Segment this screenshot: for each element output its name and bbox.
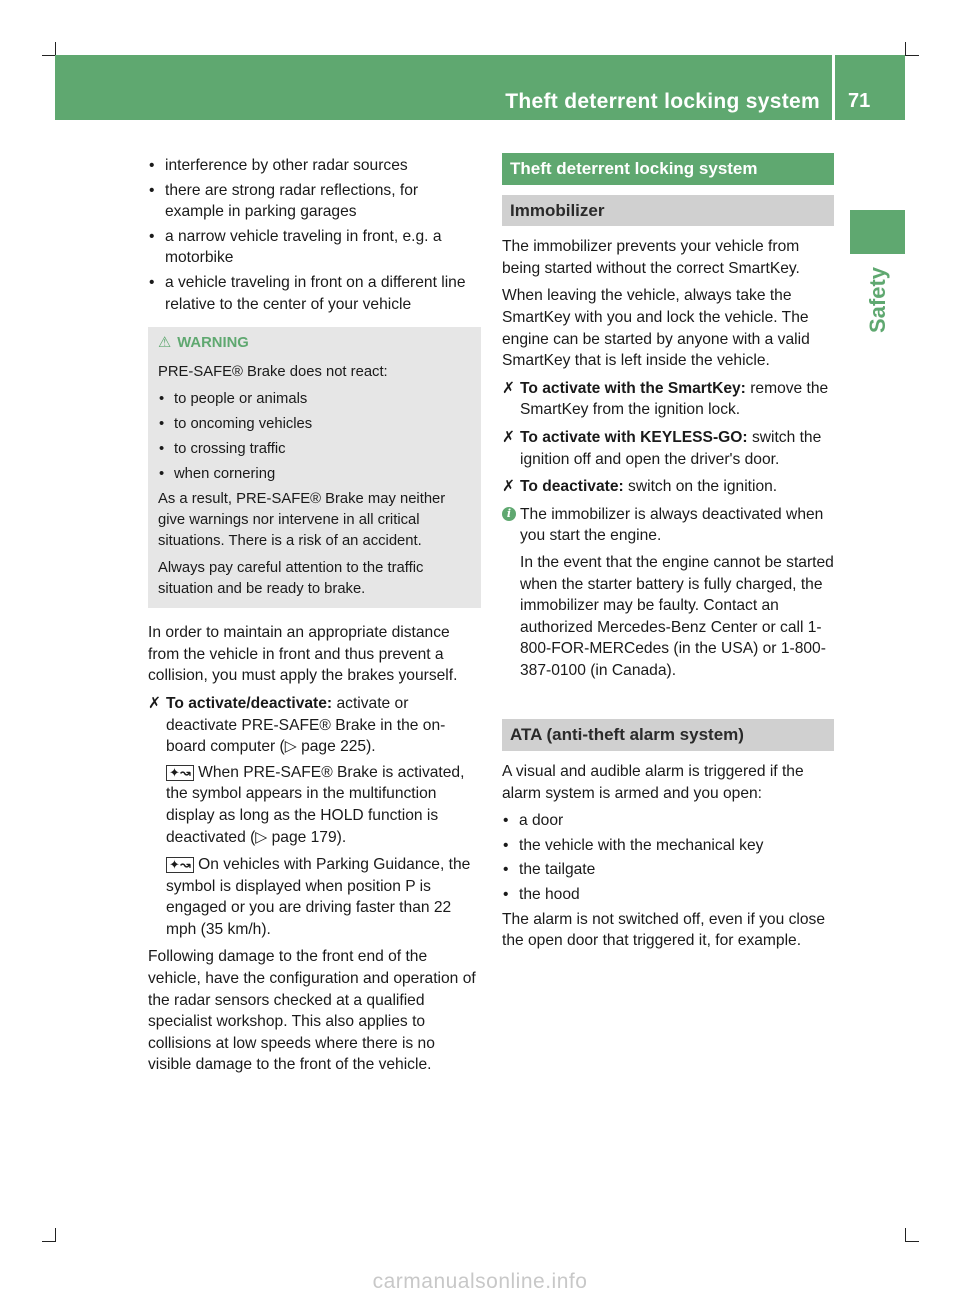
body-paragraph: The immobilizer prevents your vehicle from being started without the correct SmartKey. (502, 238, 800, 277)
body-paragraph: A visual and audible alarm is triggered if the alarm system is armed and you open: (502, 763, 804, 802)
warning-heading-text: WARNING (177, 335, 249, 352)
step-label: To activate with the SmartKey: (520, 379, 746, 397)
chapter-tab-label: Safety (864, 266, 890, 334)
step-label: To activate with KEYLESS-GO: (520, 428, 748, 446)
body-paragraph: Following damage to the front end of the vehicle, have the configuration and operation of the radar sensors checked at a qualified specialist workshop. This also applies to collisions at low speeds where there is no visible damage to the front of the vehicle. (148, 948, 476, 1074)
warning-list-item: • to people or animals (158, 389, 471, 410)
step-text: switch on the ignition. (628, 478, 778, 496)
step-text: remove the SmartKey from the ignition lock. (520, 379, 829, 419)
crop-mark (905, 42, 906, 56)
step-subtext: On vehicles with Parking Guidance, the symbol is displayed when position P is engaged or you are driving faster than 22 mph (35 km/h). (166, 856, 471, 938)
instruction-step (502, 476, 834, 498)
body-paragraph: In order to maintain an appropriate distance from the vehicle in front and thus prevent a collision, you must apply the brakes yourself. (148, 624, 458, 685)
right-column (502, 153, 834, 958)
warning-intro: PRE-SAFE® Brake does not react: (158, 364, 388, 381)
warning-list-item: • to oncoming vehicles (158, 414, 471, 435)
arrow-right-icon: ✗ (502, 428, 516, 446)
crop-mark (905, 1241, 919, 1242)
watermark: carmanualsonline.info (372, 1270, 588, 1293)
warning-paragraph: As a result, PRE-SAFE® Brake may neither give warnings nor intervene in all critical situations. There is a risk of an accident. (158, 491, 446, 550)
list-item: • there are strong radar reflections, for example in parking garages (148, 180, 481, 223)
arrow-right-icon: ✗ (502, 379, 516, 397)
list-item: • a narrow vehicle traveling in front, e.g. a motorbike (148, 226, 481, 269)
arrow-right-icon: ✗ (502, 478, 516, 496)
left-column (148, 155, 481, 1082)
crop-mark (55, 1228, 56, 1242)
page-header-title: Theft deterrent locking system (505, 90, 820, 113)
list-item: • interference by other radar sources (148, 155, 481, 177)
list-item: • a door (502, 810, 834, 832)
section-title: Theft deterrent locking system (502, 153, 834, 185)
step-text: activate or deactivate PRE-SAFE® Brake in the on-board computer (▷ page 225). (166, 694, 446, 756)
list-item: • the hood (502, 884, 834, 906)
list-item: • a vehicle traveling in front on a different line relative to the center of your vehicle (148, 272, 481, 315)
warning-paragraph: Always pay careful attention to the traffic situation and be ready to brake. (158, 560, 424, 598)
crop-mark (905, 1228, 906, 1242)
chapter-tab (850, 260, 905, 340)
body-paragraph: When leaving the vehicle, always take the SmartKey with you and lock the vehicle. The engine can be started by anyone with a valid SmartKey that is left inside the vehicle. (502, 287, 810, 370)
arrow-right-icon: ✗ (148, 694, 162, 712)
info-icon: i (502, 507, 516, 521)
chapter-tab-marker (850, 210, 905, 254)
instruction-step (148, 693, 481, 941)
step-subtext: When PRE-SAFE® Brake is activated, the symbol appears in the multifunction display as long as the HOLD function is deactivated (▷ page 179). (166, 763, 465, 846)
header-divider (832, 55, 835, 120)
warning-heading (158, 333, 471, 354)
crop-mark (55, 42, 56, 56)
instruction-step (502, 427, 834, 470)
subsection-title-immobilizer: Immobilizer (502, 195, 834, 227)
step-label: To deactivate: (520, 478, 624, 496)
list-item: • the tailgate (502, 859, 834, 881)
crop-mark (905, 55, 919, 56)
warning-list-item: • when cornering (158, 464, 471, 485)
list-item: • the vehicle with the mechanical key (502, 835, 834, 857)
pre-safe-brake-symbol-icon: ✦↝ (166, 857, 194, 873)
body-paragraph: The alarm is not switched off, even if you close the open door that triggered it, for example. (502, 910, 826, 950)
subsection-title-ata: ATA (anti-theft alarm system) (502, 719, 834, 751)
step-label: To activate/deactivate: (166, 694, 333, 712)
info-text: The immobilizer is always deactivated when you start the engine. (520, 505, 824, 545)
page-number: 71 (848, 90, 871, 112)
warning-box (148, 327, 481, 608)
instruction-step (502, 378, 834, 421)
info-note (502, 504, 834, 682)
crop-mark (42, 1241, 56, 1242)
warning-triangle-icon: ⚠ (158, 335, 172, 352)
info-text: In the event that the engine cannot be started when the starter battery is fully charged, the immobilizer may be faulty. Contact an authorized Mercedes-Benz Center or call 1-800-FOR-MERCedes (in the USA) or 1-800-387-0100 (in Canada). (520, 553, 834, 679)
step-text: switch the ignition off and open the driver's door. (520, 428, 822, 468)
crop-mark (42, 55, 56, 56)
pre-safe-brake-symbol-icon: ✦↝ (166, 765, 194, 781)
warning-list-item: • to crossing traffic (158, 439, 471, 460)
